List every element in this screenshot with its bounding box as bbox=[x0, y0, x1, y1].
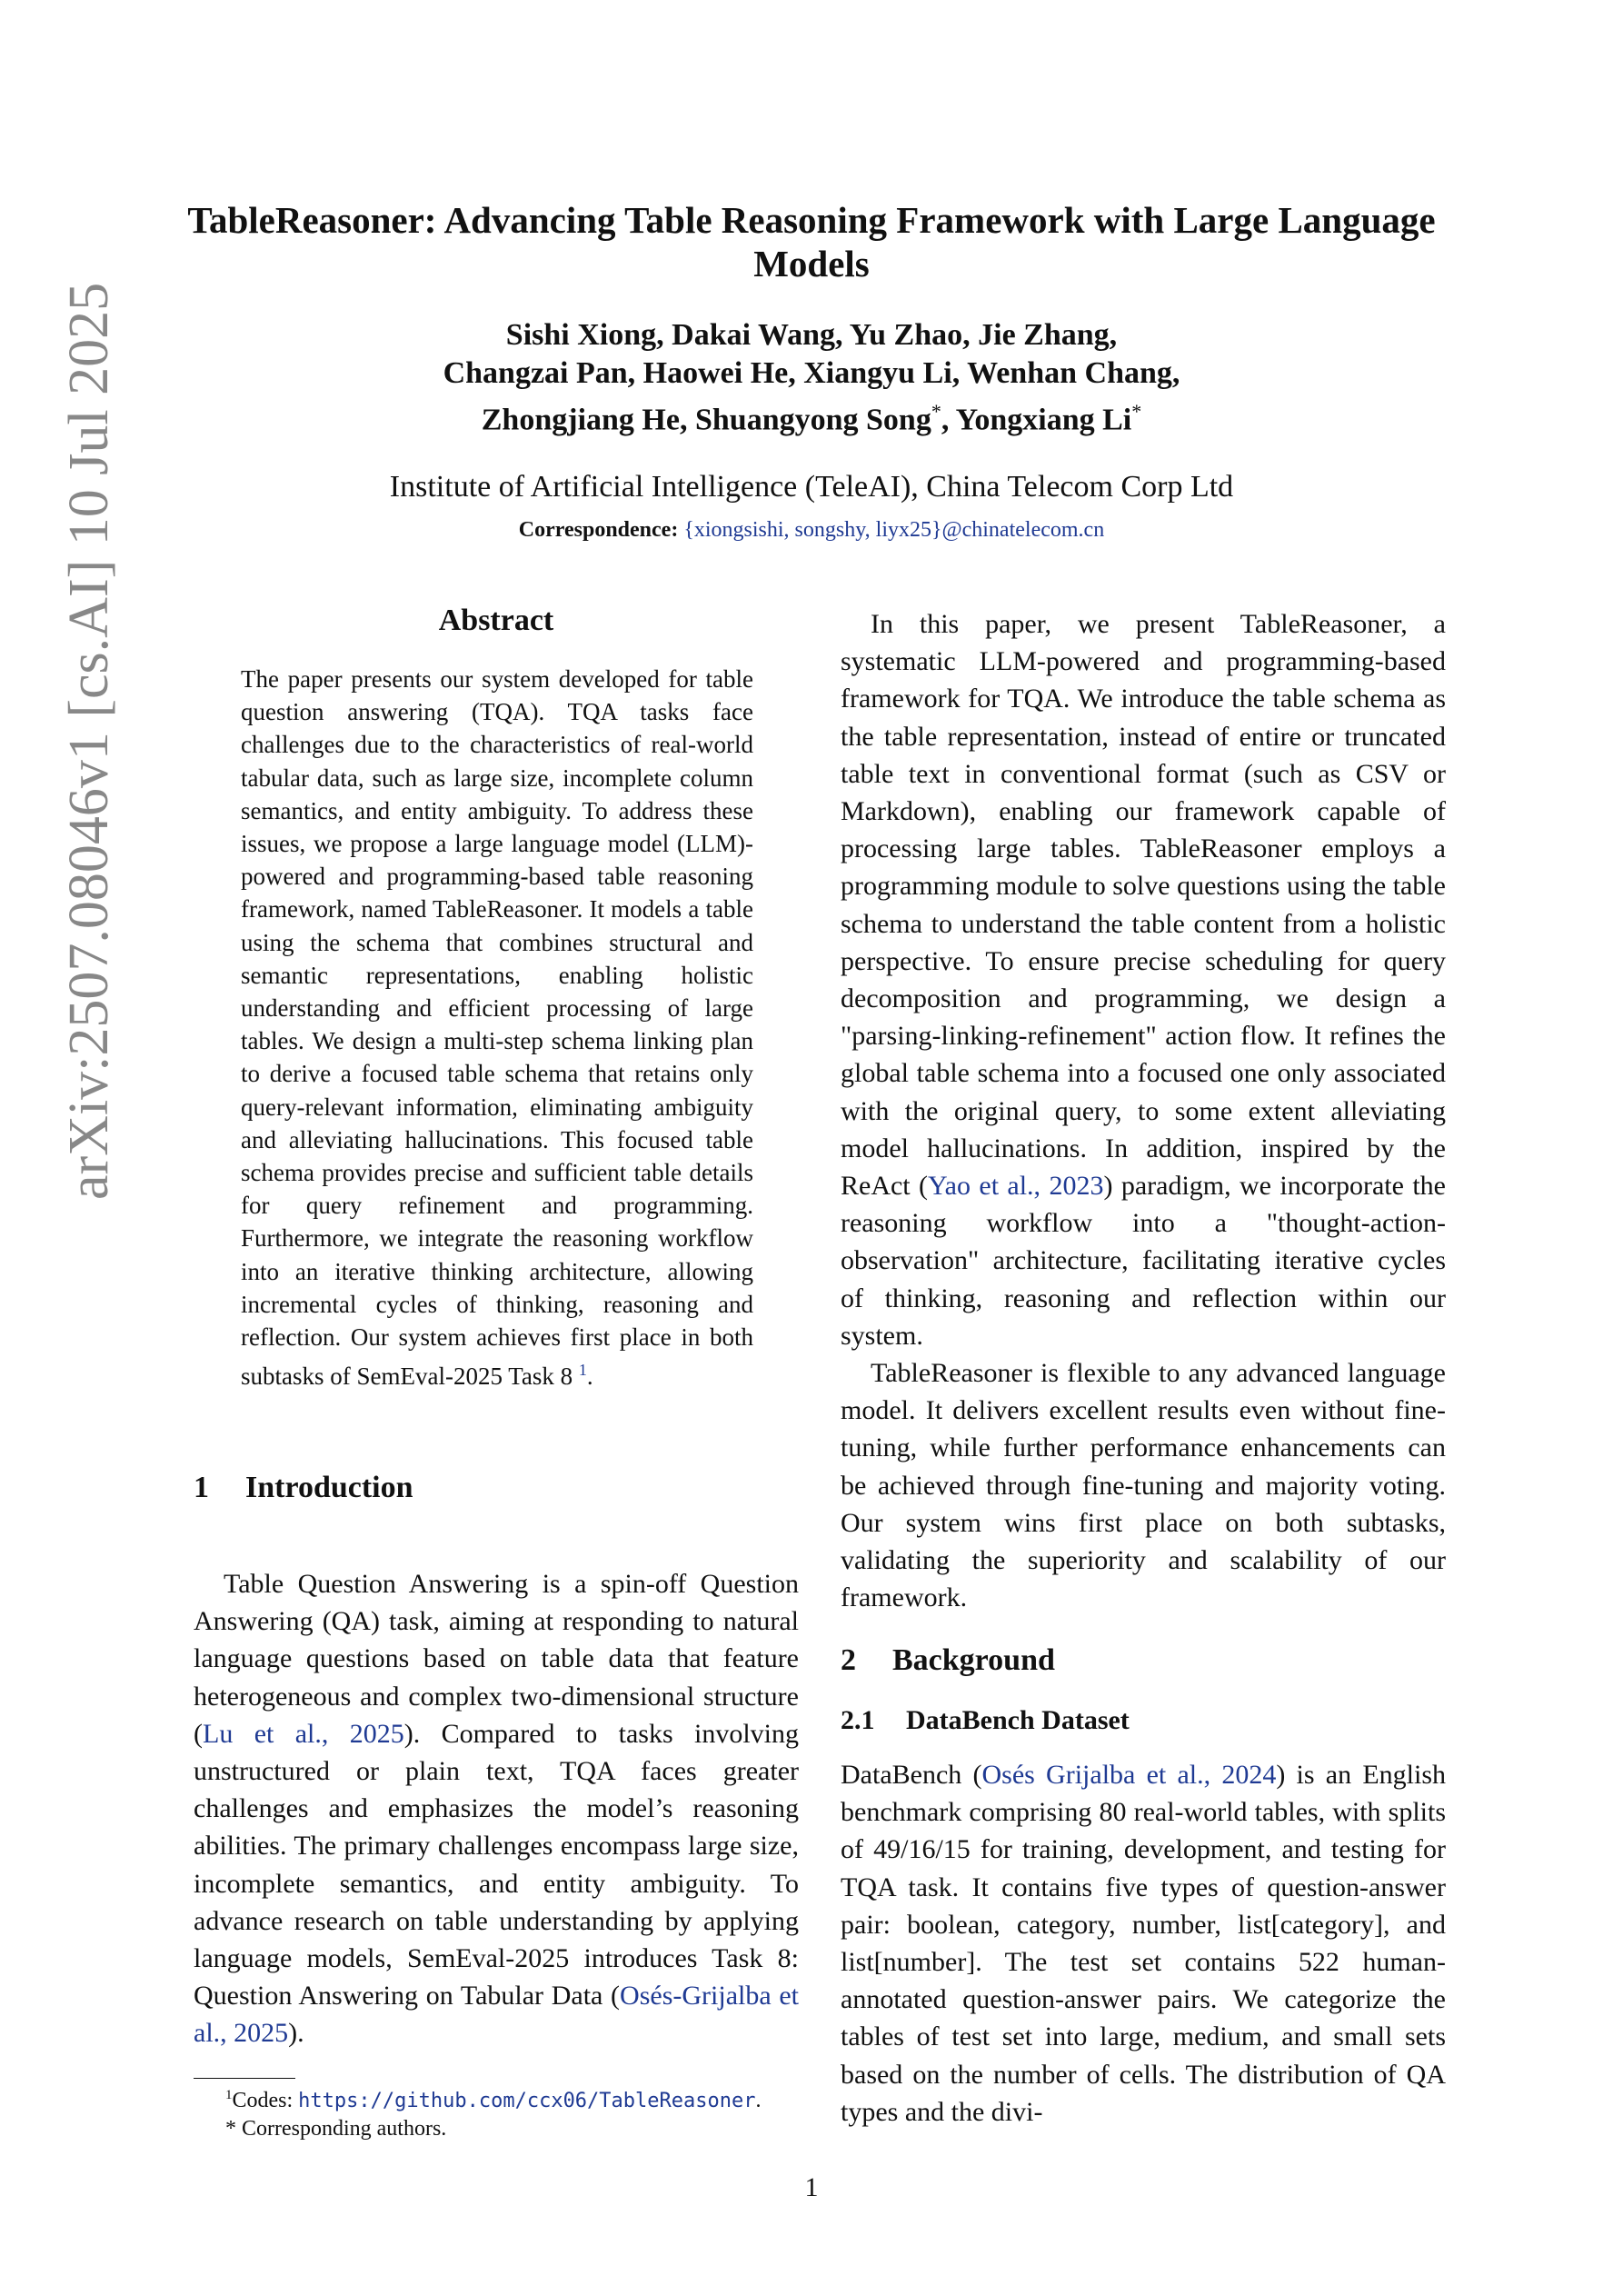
intro-text-a: Table Question Answering is a spin-off Question Answering (QA) task, aiming at responding to natural language questions based on table data that feature heterogeneous and complex two-dimensional structure ( bbox=[194, 1569, 799, 1749]
footnotes bbox=[194, 2081, 799, 2142]
databench-subheading bbox=[841, 1705, 1446, 1736]
section-title: Background bbox=[892, 1643, 1055, 1677]
abstract-heading: Abstract bbox=[438, 604, 554, 637]
citation-yao-2023[interactable]: Yao et al., 2023 bbox=[928, 1171, 1104, 1202]
right-paragraph-1 bbox=[841, 605, 1446, 1354]
abstract-end: . bbox=[586, 1363, 593, 1391]
author-list bbox=[182, 316, 1441, 439]
footnote-link-1[interactable]: 1 bbox=[578, 1361, 587, 1380]
author-line-1: Sishi Xiong, Dakai Wang, Yu Zhao, Jie Zhang, bbox=[505, 318, 1118, 352]
footnote-end: . bbox=[755, 2089, 762, 2112]
background-heading bbox=[841, 1643, 1446, 1678]
introduction-paragraph bbox=[194, 1565, 799, 2052]
intro-text-c: ). bbox=[288, 2018, 304, 2049]
affiliation: Institute of Artificial Intelligence (TeleAI), China Telecom Corp Ltd bbox=[389, 470, 1234, 504]
citation-lu-2025[interactable]: Lu et al., 2025 bbox=[203, 1718, 404, 1749]
section-number: 2 bbox=[841, 1643, 856, 1677]
right-paragraph-2: TableReasoner is flexible to any advanced language model. It delivers excellent results even without fine-tuning, while further performance enhancements can be achieved through fine-tuning and majority voting. Our system wins first place on both subtasks, validating the superiority and scalability of our framework. bbox=[841, 1358, 1446, 1613]
section-title: Introduction bbox=[245, 1471, 413, 1504]
author-line-3 bbox=[182, 393, 1441, 439]
citation-oses-grijalba-2025[interactable]: Osés-Grijalba et al., 2025 bbox=[194, 1981, 799, 2049]
footnote-label: Codes: bbox=[232, 2089, 299, 2112]
databench-text-b: ) is an English benchmark comprising 80 real-world tables, with splits of 49/16/15 for training, development, and testing for TQA task. It contains five types of question-answer pair: boolean, category, number, list[category], and list[number]. The test set contains 522 human-annotated question-answer pairs. We categorize the tables of test set into large, medium, and small sets based on the number of cells. The distribution of QA types and the divi- bbox=[841, 1760, 1446, 2127]
section-number: 1 bbox=[194, 1471, 209, 1504]
footnote-2: * Corresponding authors. bbox=[225, 2117, 447, 2141]
intro-text-b: ). Compared to tasks involving unstructured or plain text, TQA faces greater challenges and emphasizes the model’s reasoning abilities. The primary challenges encompass large size, incomplete semantics, and entity ambiguity. To advance research on table understanding by applying language models, SemEval-2025 introduces Task 8: Question Answering on Tabular Data ( bbox=[194, 1718, 799, 2011]
footnote-divider bbox=[194, 2078, 295, 2079]
corresponding-star: * bbox=[1131, 400, 1142, 423]
subsection-number: 2.1 bbox=[841, 1705, 875, 1735]
citation-oses-grijalba-2024[interactable]: Osés Grijalba et al., 2024 bbox=[981, 1760, 1277, 1790]
author-line-2: Changzai Pan, Haowei He, Xiangyu Li, Wenhan Chang, bbox=[443, 356, 1180, 390]
right-p1-text-a: In this paper, we present TableReasoner, a systematic LLM-powered and programming-based framework for TQA. We introduce the table schema as the table representation, instead of entire or truncated table text in conventional format (such as CSV or Markdown), enabling our framework capable of processing large tables. TableReasoner employs a programming module to solve questions using the table schema to understand the table content from a holistic perspective. To ensure precise scheduling for query decomposition and programming, we design a "parsing-linking-refinement" action flow. It refines the global table schema into a focused one only associated with the original query, to some extent alleviating model hallucinations. In addition, inspired by the ReAct ( bbox=[841, 609, 1446, 1202]
right-p1-text-b: ) paradigm, we incorporate the reasoning workflow into a "thought-action-observation" architecture, facilitating iterative cycles of thinking, reasoning and reflection within our system. bbox=[841, 1171, 1446, 1351]
page-number: 1 bbox=[804, 2172, 819, 2202]
author-line-3-a: Zhongjiang He, Shuangyong Song bbox=[481, 403, 931, 437]
introduction-heading bbox=[194, 1471, 799, 1505]
databench-text-a: DataBench ( bbox=[841, 1760, 982, 1790]
correspondence-label: Correspondence: bbox=[518, 518, 679, 542]
correspondence bbox=[182, 516, 1441, 544]
footnote-mark: 1 bbox=[225, 2088, 233, 2102]
abstract-body bbox=[241, 663, 753, 1393]
corresponding-star: * bbox=[931, 400, 941, 423]
arxiv-stamp: arXiv:2507.08046v1 [cs.AI] 10 Jul 2025 bbox=[58, 282, 120, 1200]
correspondence-emails[interactable]: {xiongsishi, songshy, liyx25}@chinatelecom.cn bbox=[683, 518, 1105, 542]
footnote-1 bbox=[194, 2081, 799, 2115]
paper-title: TableReasoner: Advancing Table Reasoning Framework with Large Language Models bbox=[187, 199, 1436, 285]
databench-paragraph bbox=[841, 1756, 1446, 2131]
abstract-text: The paper presents our system developed for table question answering (TQA). TQA tasks face challenges due to the characteristics of real-world tabular data, such as large size, incomplete column semantics, and entity ambiguity. To address these issues, we propose a large language model (LLM)-powered and programming-based table reasoning framework, named TableReasoner. It models a table using the schema that combines structural and semantic representations, enabling holistic understanding and efficient processing of large tables. We design a multi-step schema linking plan to derive a focused table schema that retains only query-relevant information, eliminating ambiguity and alleviating hallucinations. This focused table schema provides precise and sufficient table details for query refinement and programming. Furthermore, we integrate the reasoning workflow into an iterative thinking architecture, allowing incremental cycles of thinking, reasoning and reflection. Our system achieves first place in both subtasks of SemEval-2025 Task 8 bbox=[241, 665, 753, 1391]
subsection-title: DataBench Dataset bbox=[906, 1705, 1130, 1735]
code-url-link[interactable]: https://github.com/ccx06/TableReasoner bbox=[298, 2090, 756, 2112]
author-line-3-b: , Yongxiang Li bbox=[941, 403, 1132, 437]
